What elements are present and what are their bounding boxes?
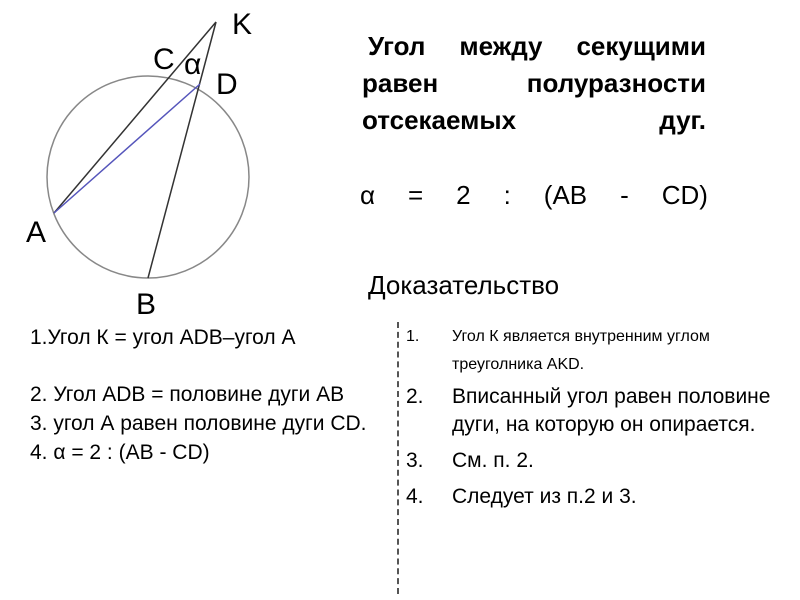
- proof-reason: [406, 447, 776, 475]
- proof-reason: [406, 323, 776, 379]
- proof-step: 1.Угол К = угол ADB–угол А: [30, 326, 296, 349]
- proof-step: 2. Угол ADB = половине дуги AB: [30, 383, 345, 406]
- formula-part: (AB: [543, 180, 588, 210]
- reason-text: Следует из п.2 и 3.: [452, 485, 637, 508]
- reason-number: 4.: [406, 485, 424, 508]
- label-c: C: [153, 43, 175, 76]
- label-d: D: [216, 68, 238, 101]
- label-alpha: α: [184, 48, 202, 81]
- formula: [360, 178, 708, 212]
- reason-number: 2.: [406, 385, 424, 408]
- formula-part: CD): [661, 180, 708, 210]
- proof-title: Доказательство: [368, 270, 560, 300]
- formula-part: α: [360, 180, 376, 210]
- reason-text: Вписанный угол равен половине дуги, на которую он опирается.: [452, 385, 771, 436]
- proof-step: 4. α = 2 : (AB - CD): [30, 441, 210, 464]
- formula-part: 2: [456, 180, 471, 210]
- formula-part: -: [620, 180, 629, 210]
- proof-reason: [406, 383, 776, 439]
- reason-number: 1.: [406, 328, 420, 345]
- theorem-statement: Угол между секущими равен полуразности отсекаемых дуг.: [362, 31, 706, 135]
- reason-text: См. п. 2.: [452, 449, 534, 472]
- formula-part: :: [503, 180, 511, 210]
- label-k: K: [232, 8, 253, 41]
- formula-part: =: [408, 180, 424, 210]
- label-b: B: [136, 288, 157, 321]
- proof-reasons-right: [406, 323, 776, 519]
- proof-reason: [406, 483, 776, 511]
- proof-step: 3. угол А равен половине дуги CD.: [30, 412, 367, 435]
- label-a: A: [26, 216, 47, 249]
- reason-number: 3.: [406, 449, 424, 472]
- circle: [47, 76, 249, 278]
- chord-ad: [54, 84, 200, 213]
- geometry-figure: [0, 0, 360, 320]
- reason-text: Угол К является внутренним углом треуголника AKD.: [452, 328, 710, 373]
- column-divider: [397, 322, 399, 594]
- proof-steps-left: [30, 323, 390, 467]
